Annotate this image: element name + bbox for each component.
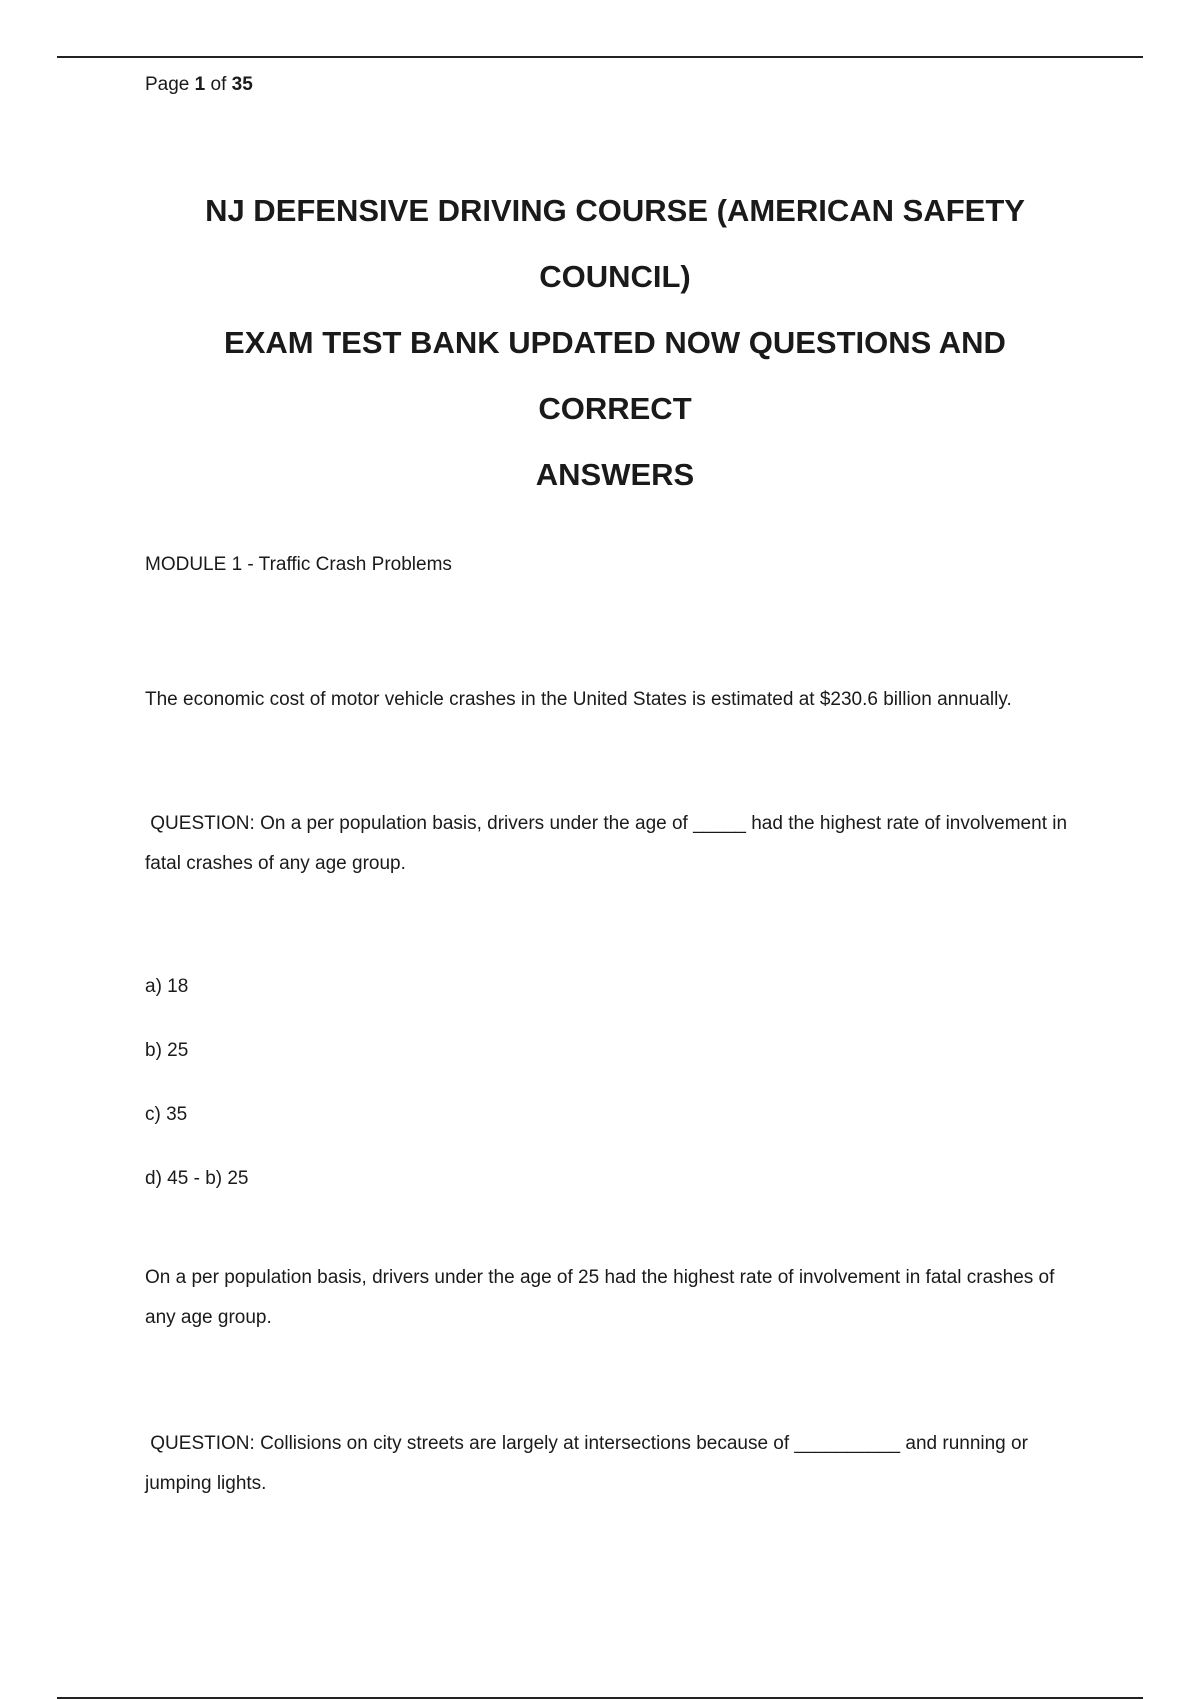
option-d: d) 45 - b) 25	[145, 1168, 249, 1189]
fact-paragraph: The economic cost of motor vehicle crashes in the United States is estimated at $230.6 billion annually.	[145, 689, 1012, 710]
page-number: Page 1 of 35	[145, 74, 253, 95]
document-page	[145, 72, 1085, 1504]
question-2: QUESTION: Collisions on city streets are largely at intersections because of __________ and running or jumping lights.	[145, 1433, 1034, 1494]
option-c: c) 35	[145, 1104, 188, 1125]
option-b: b) 25	[145, 1040, 189, 1061]
document-title	[145, 178, 1085, 508]
option-a: a) 18	[145, 976, 189, 997]
bottom-rule	[57, 1697, 1143, 1699]
title-line-1: NJ DEFENSIVE DRIVING COURSE (AMERICAN SAFETY COUNCIL)	[205, 193, 1025, 294]
answer-explanation-1: On a per population basis, drivers under the age of 25 had the highest rate of involvement in fatal crashes of any age group.	[145, 1267, 1055, 1328]
module-heading: MODULE 1 - Traffic Crash Problems	[145, 554, 452, 575]
title-line-2: EXAM TEST BANK UPDATED NOW QUESTIONS AND CORRECT	[224, 325, 1006, 426]
question-1-options	[145, 974, 1085, 1192]
title-line-3: ANSWERS	[535, 457, 695, 492]
top-rule	[57, 56, 1143, 58]
question-1: QUESTION: On a per population basis, drivers under the age of _____ had the highest rate of involvement in fatal crashes of any age group.	[145, 813, 1073, 874]
